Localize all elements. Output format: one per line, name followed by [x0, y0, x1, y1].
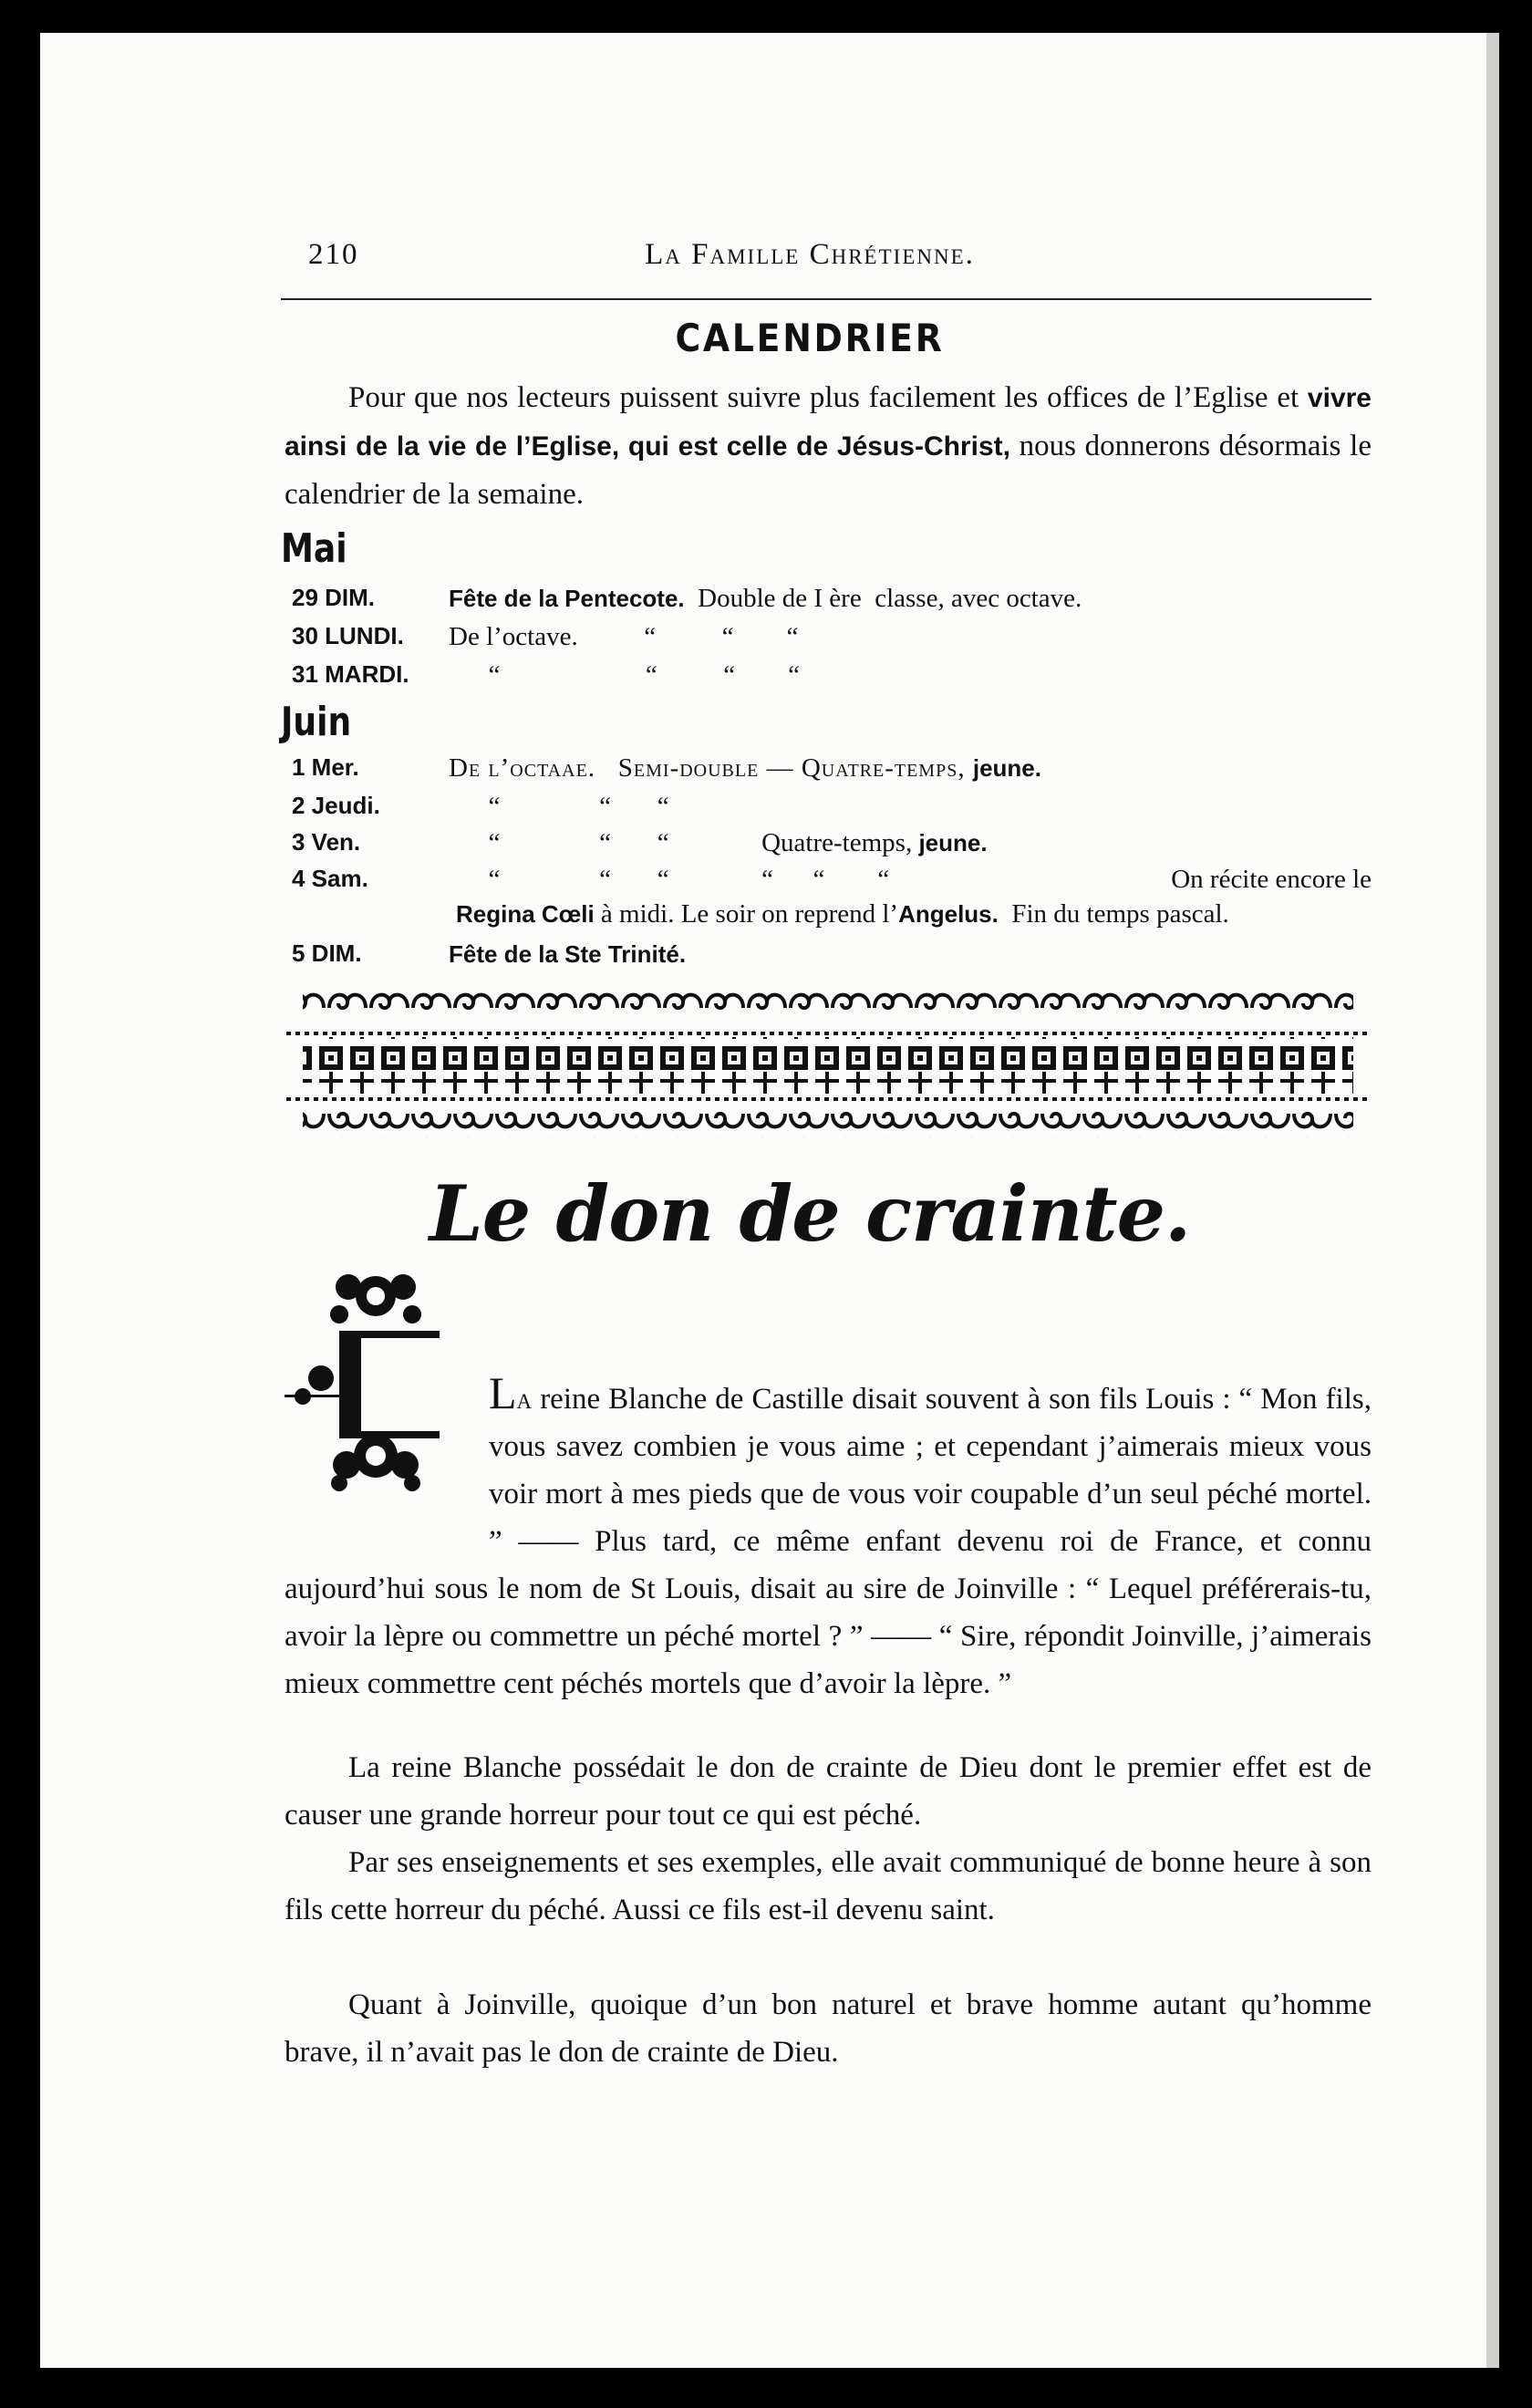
month-june: Juin: [281, 699, 352, 745]
fast-label: jeune.: [918, 829, 988, 856]
page-number: 210: [308, 238, 359, 271]
calendar-desc: [449, 584, 1082, 614]
calendar-intro: [285, 374, 1372, 518]
octave-text: De l’octaae. Semi-double — Quatre-temps,: [449, 753, 973, 783]
feast-rank: Double de I ère classe, avec octave.: [684, 584, 1082, 613]
calendar-row: [248, 865, 1372, 901]
note-text: à midi. Le soir on reprend l’: [594, 899, 899, 929]
ditto-text: “ “ “ Quatre-temps,: [449, 828, 919, 857]
calendar-day: 2 Jeudi.: [292, 792, 380, 819]
calendar-desc: “ “ “: [449, 792, 669, 821]
calendar-desc: “ “ “ “ “ “: [449, 865, 890, 894]
calendar-row: [248, 939, 1372, 976]
calendar-day: 3 Ven.: [292, 828, 361, 856]
first-word-rest: a: [516, 1383, 533, 1416]
paragraph-4: Quant à Joinville, quoique d’un bon naturel et brave homme autant qu’homme brave, il n’avait pas le don de crainte de Dieu.: [285, 1988, 1372, 2069]
calendar-desc: “ “ “ “: [449, 660, 800, 690]
calendar-note-continued: [456, 899, 1229, 929]
calendar-row: [248, 753, 1372, 790]
paragraph-3: Par ses enseignements et ses exemples, elle avait communiqué de bonne heure à son fils cette horreur du péché. Aussi ce fils est-il devenu saint.: [285, 1846, 1372, 1926]
running-title: La Famille Chrétienne.: [645, 238, 975, 271]
calendar-desc: [449, 828, 988, 858]
fast-label: jeune.: [972, 754, 1041, 782]
calendar-note: On récite encore le: [1171, 865, 1372, 894]
header-rule: [281, 298, 1372, 300]
angelus: Angelus.: [898, 900, 999, 928]
calendar-row: [248, 660, 1372, 697]
intro-bold: vivre ainsi de la vie de l’Eglise, qui est celle de Jésus-Christ,: [285, 383, 1372, 462]
paragraph-2: La reine Blanche possédait le don de crainte de Dieu dont le premier effet est de causer une grande horreur pour tout ce qui est péché.: [285, 1751, 1372, 1832]
calendar-row: [248, 792, 1372, 828]
calendar-day: 4 Sam.: [292, 865, 368, 892]
calendar-day: 5 DIM.: [292, 939, 362, 967]
paragraph-1: [285, 1369, 1372, 1707]
article-title: Le don de crainte.: [429, 1168, 1191, 1259]
calendar-desc: De l’octave. “ “ “: [449, 622, 799, 651]
feast-name: Fête de la Pentecote.: [449, 585, 685, 612]
intro-text-2: nous donnerons désormais le calendrier de la semaine.: [285, 430, 1372, 511]
calendar-row: [248, 584, 1372, 620]
note-text: Fin du temps pascal.: [998, 899, 1229, 929]
ornamental-border: [285, 986, 1372, 1141]
calendar-day: 31 MARDI.: [292, 660, 409, 688]
dropcap-letter: L: [489, 1367, 517, 1418]
page-header: [248, 238, 1372, 275]
paragraph-1-text: reine Blanche de Castille disait souvent à son fils Louis : “ Mon fils, vous savez combien je vous aime ; et cependant j’aimerais mieux vous voir mort à mes pieds que de vous voir coupable d’un seul péché mortel. ” —— Plus tard, ce même enfant devenu roi de France, et connu aujourd’hui sous le nom de St Louis, disait au sire de Joinville : “ Lequel préférerais-tu, avoir la lèpre ou commettre un péché mortel ? ” —— “ Sire, répondit Joinville, j’aimerais mieux commettre cent péchés mortels que d’avoir la lèpre. ”: [285, 1383, 1372, 1700]
calendar-row: [248, 622, 1372, 659]
book-page: [40, 33, 1486, 2368]
feast-name: Fête de la Ste Trinité.: [449, 940, 687, 968]
calendar-heading: CALENDRIER: [675, 316, 945, 360]
calendar-row-continuation: [248, 899, 1372, 936]
page-edge: [1486, 33, 1499, 2368]
month-may: Mai: [281, 525, 347, 572]
dropcap-spacer: [285, 1369, 489, 1559]
calendar-day: 30 LUNDI.: [292, 622, 404, 649]
calendar-row: [248, 828, 1372, 865]
calendar-desc: [449, 753, 1041, 784]
calendar-desc: [449, 939, 686, 970]
calendar-day: 29 DIM.: [292, 584, 376, 611]
intro-text-1: Pour que nos lecteurs puissent suivre plus facilement les offices de l’Eglise et: [348, 381, 1308, 414]
calendar-day: 1 Mer.: [292, 753, 359, 781]
regina-coeli: Regina Cœli: [456, 900, 595, 928]
